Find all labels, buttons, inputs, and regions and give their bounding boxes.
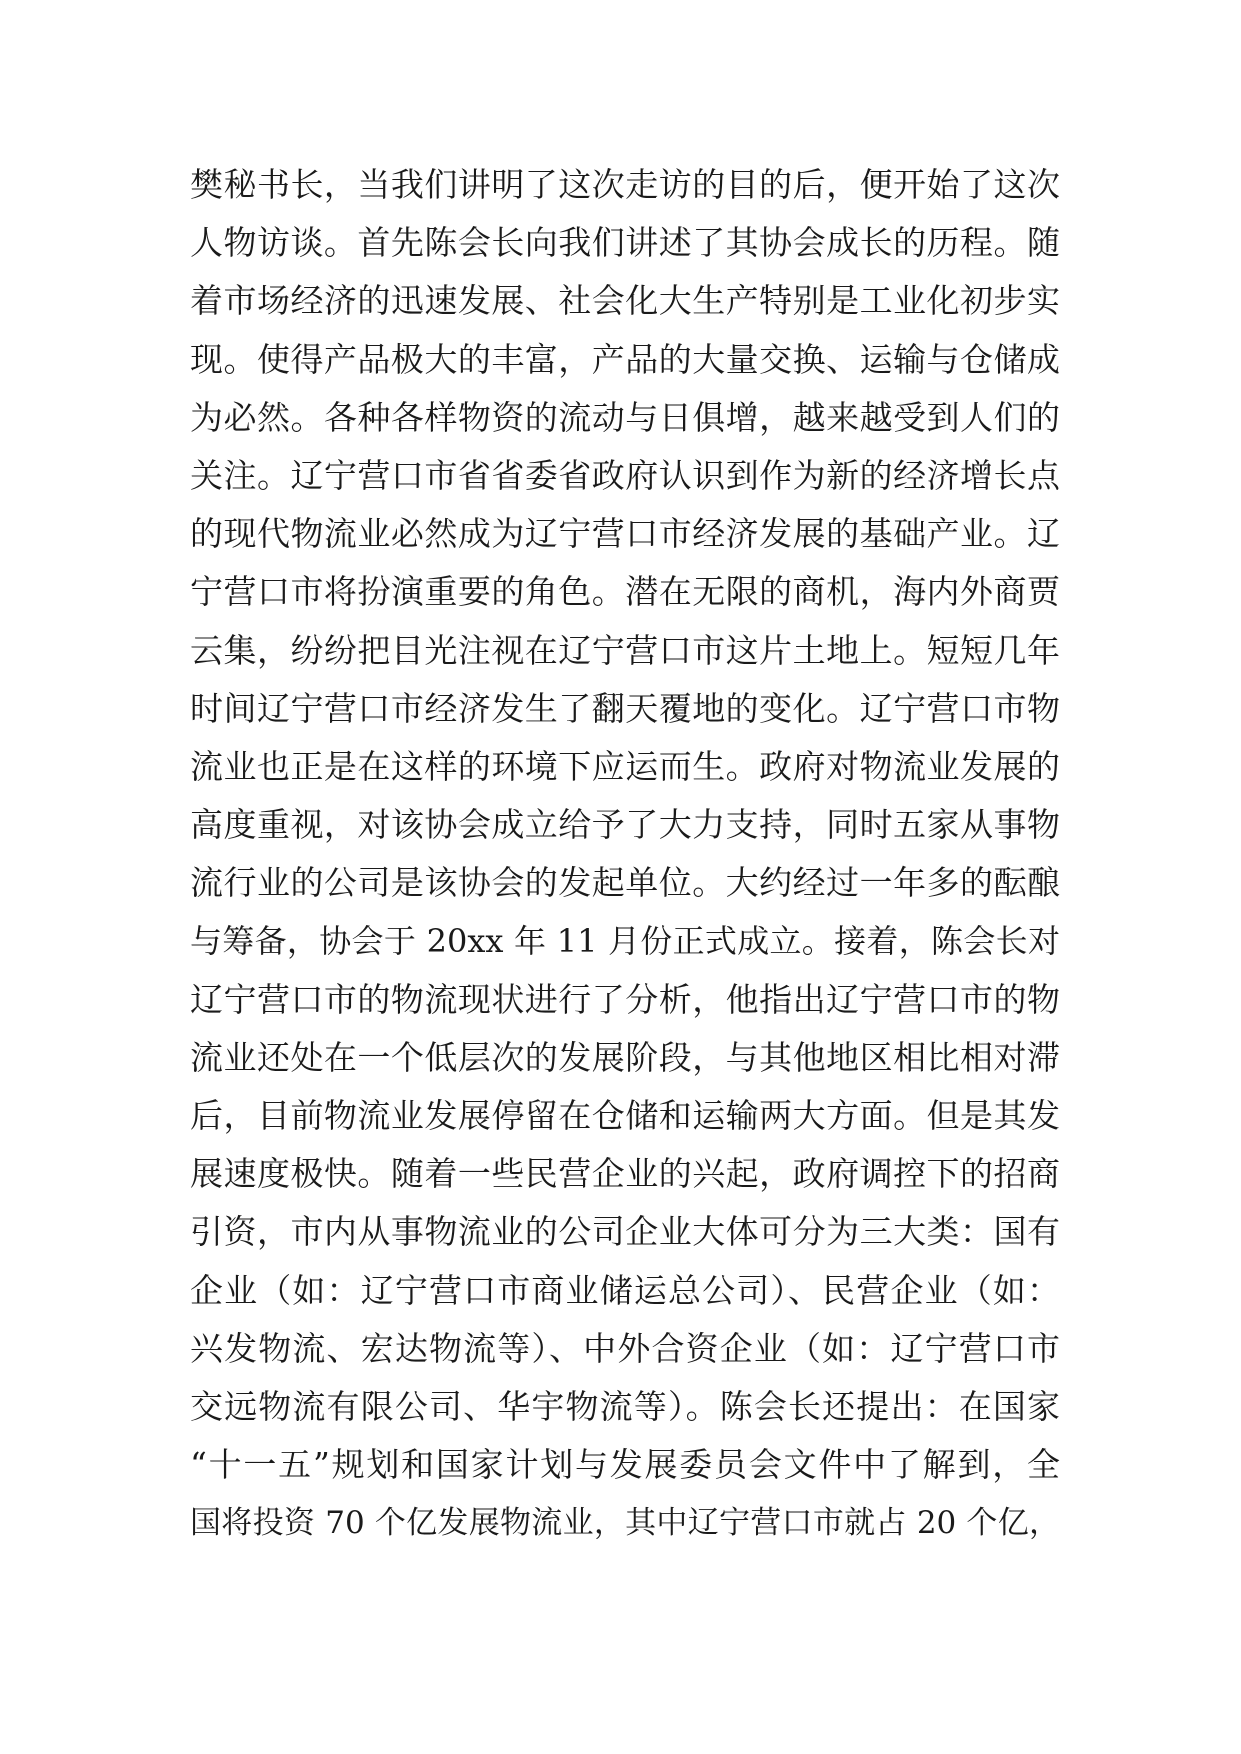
text-line: 流行业的公司是该协会的发起单位。大约经过一年多的酝酿: [190, 863, 1060, 903]
text-line: 关注。辽宁营口市省省委省政府认识到作为新的经济增长点: [190, 455, 1060, 495]
text-line: 展速度极快。随着一些民营企业的兴起，政府调控下的招商: [190, 1154, 1060, 1194]
text-line: 国将投资 70 个亿发展物流业，其中辽宁营口市就占 20 个亿，: [190, 1505, 1060, 1542]
text-line: “十一五”规划和国家计划与发展委员会文件中了解到，全: [190, 1445, 1060, 1485]
text-line: 高度重视，对该协会成立给予了大力支持，同时五家从事物: [190, 805, 1060, 845]
text-line: 后，目前物流业发展停留在仓储和运输两大方面。但是其发: [190, 1096, 1060, 1135]
text-line: 为必然。各种各样物资的流动与日俱增，越来越受到人们的: [190, 397, 1060, 437]
text-line: 交远物流有限公司、华宇物流等）。陈会长还提出：在国家: [190, 1386, 1060, 1426]
text-line: 人物访谈。首先陈会长向我们讲述了其协会成长的历程。随: [190, 223, 1060, 263]
text-line: 时间辽宁营口市经济发生了翻天覆地的变化。辽宁营口市物: [190, 688, 1060, 728]
text-line: 兴发物流、宏达物流等）、中外合资企业（如：辽宁营口市: [190, 1328, 1060, 1368]
text-line: 现。使得产品极大的丰富，产品的大量交换、运输与仓储成: [190, 339, 1060, 379]
text-line: 与筹备，协会于 20xx 年 11 月份正式成立。接着，陈会长对: [190, 922, 1060, 961]
text-line: 云集，纷纷把目光注视在辽宁营口市这片土地上。短短几年: [190, 630, 1060, 670]
text-line: 着市场经济的迅速发展、社会化大生产特别是工业化初步实: [190, 281, 1060, 321]
text-line: 樊秘书长，当我们讲明了这次走访的目的后，便开始了这次: [190, 165, 1060, 204]
body-paragraph: [190, 156, 1060, 1553]
text-line: 流业还处在一个低层次的发展阶段，与其他地区相比相对滞: [190, 1037, 1060, 1077]
text-line: 企业（如：辽宁营口市商业储运总公司）、民营企业（如：: [190, 1270, 1060, 1310]
text-line: 引资，市内从事物流业的公司企业大体可分为三大类：国有: [190, 1212, 1060, 1252]
text-line: 辽宁营口市的物流现状进行了分析，他指出辽宁营口市的物: [190, 979, 1060, 1019]
text-line: 流业也正是在这样的环境下应运而生。政府对物流业发展的: [190, 746, 1060, 786]
text-line: 的现代物流业必然成为辽宁营口市经济发展的基础产业。辽: [190, 514, 1060, 554]
text-line: 宁营口市将扮演重要的角色。潜在无限的商机，海内外商贾: [190, 572, 1060, 612]
